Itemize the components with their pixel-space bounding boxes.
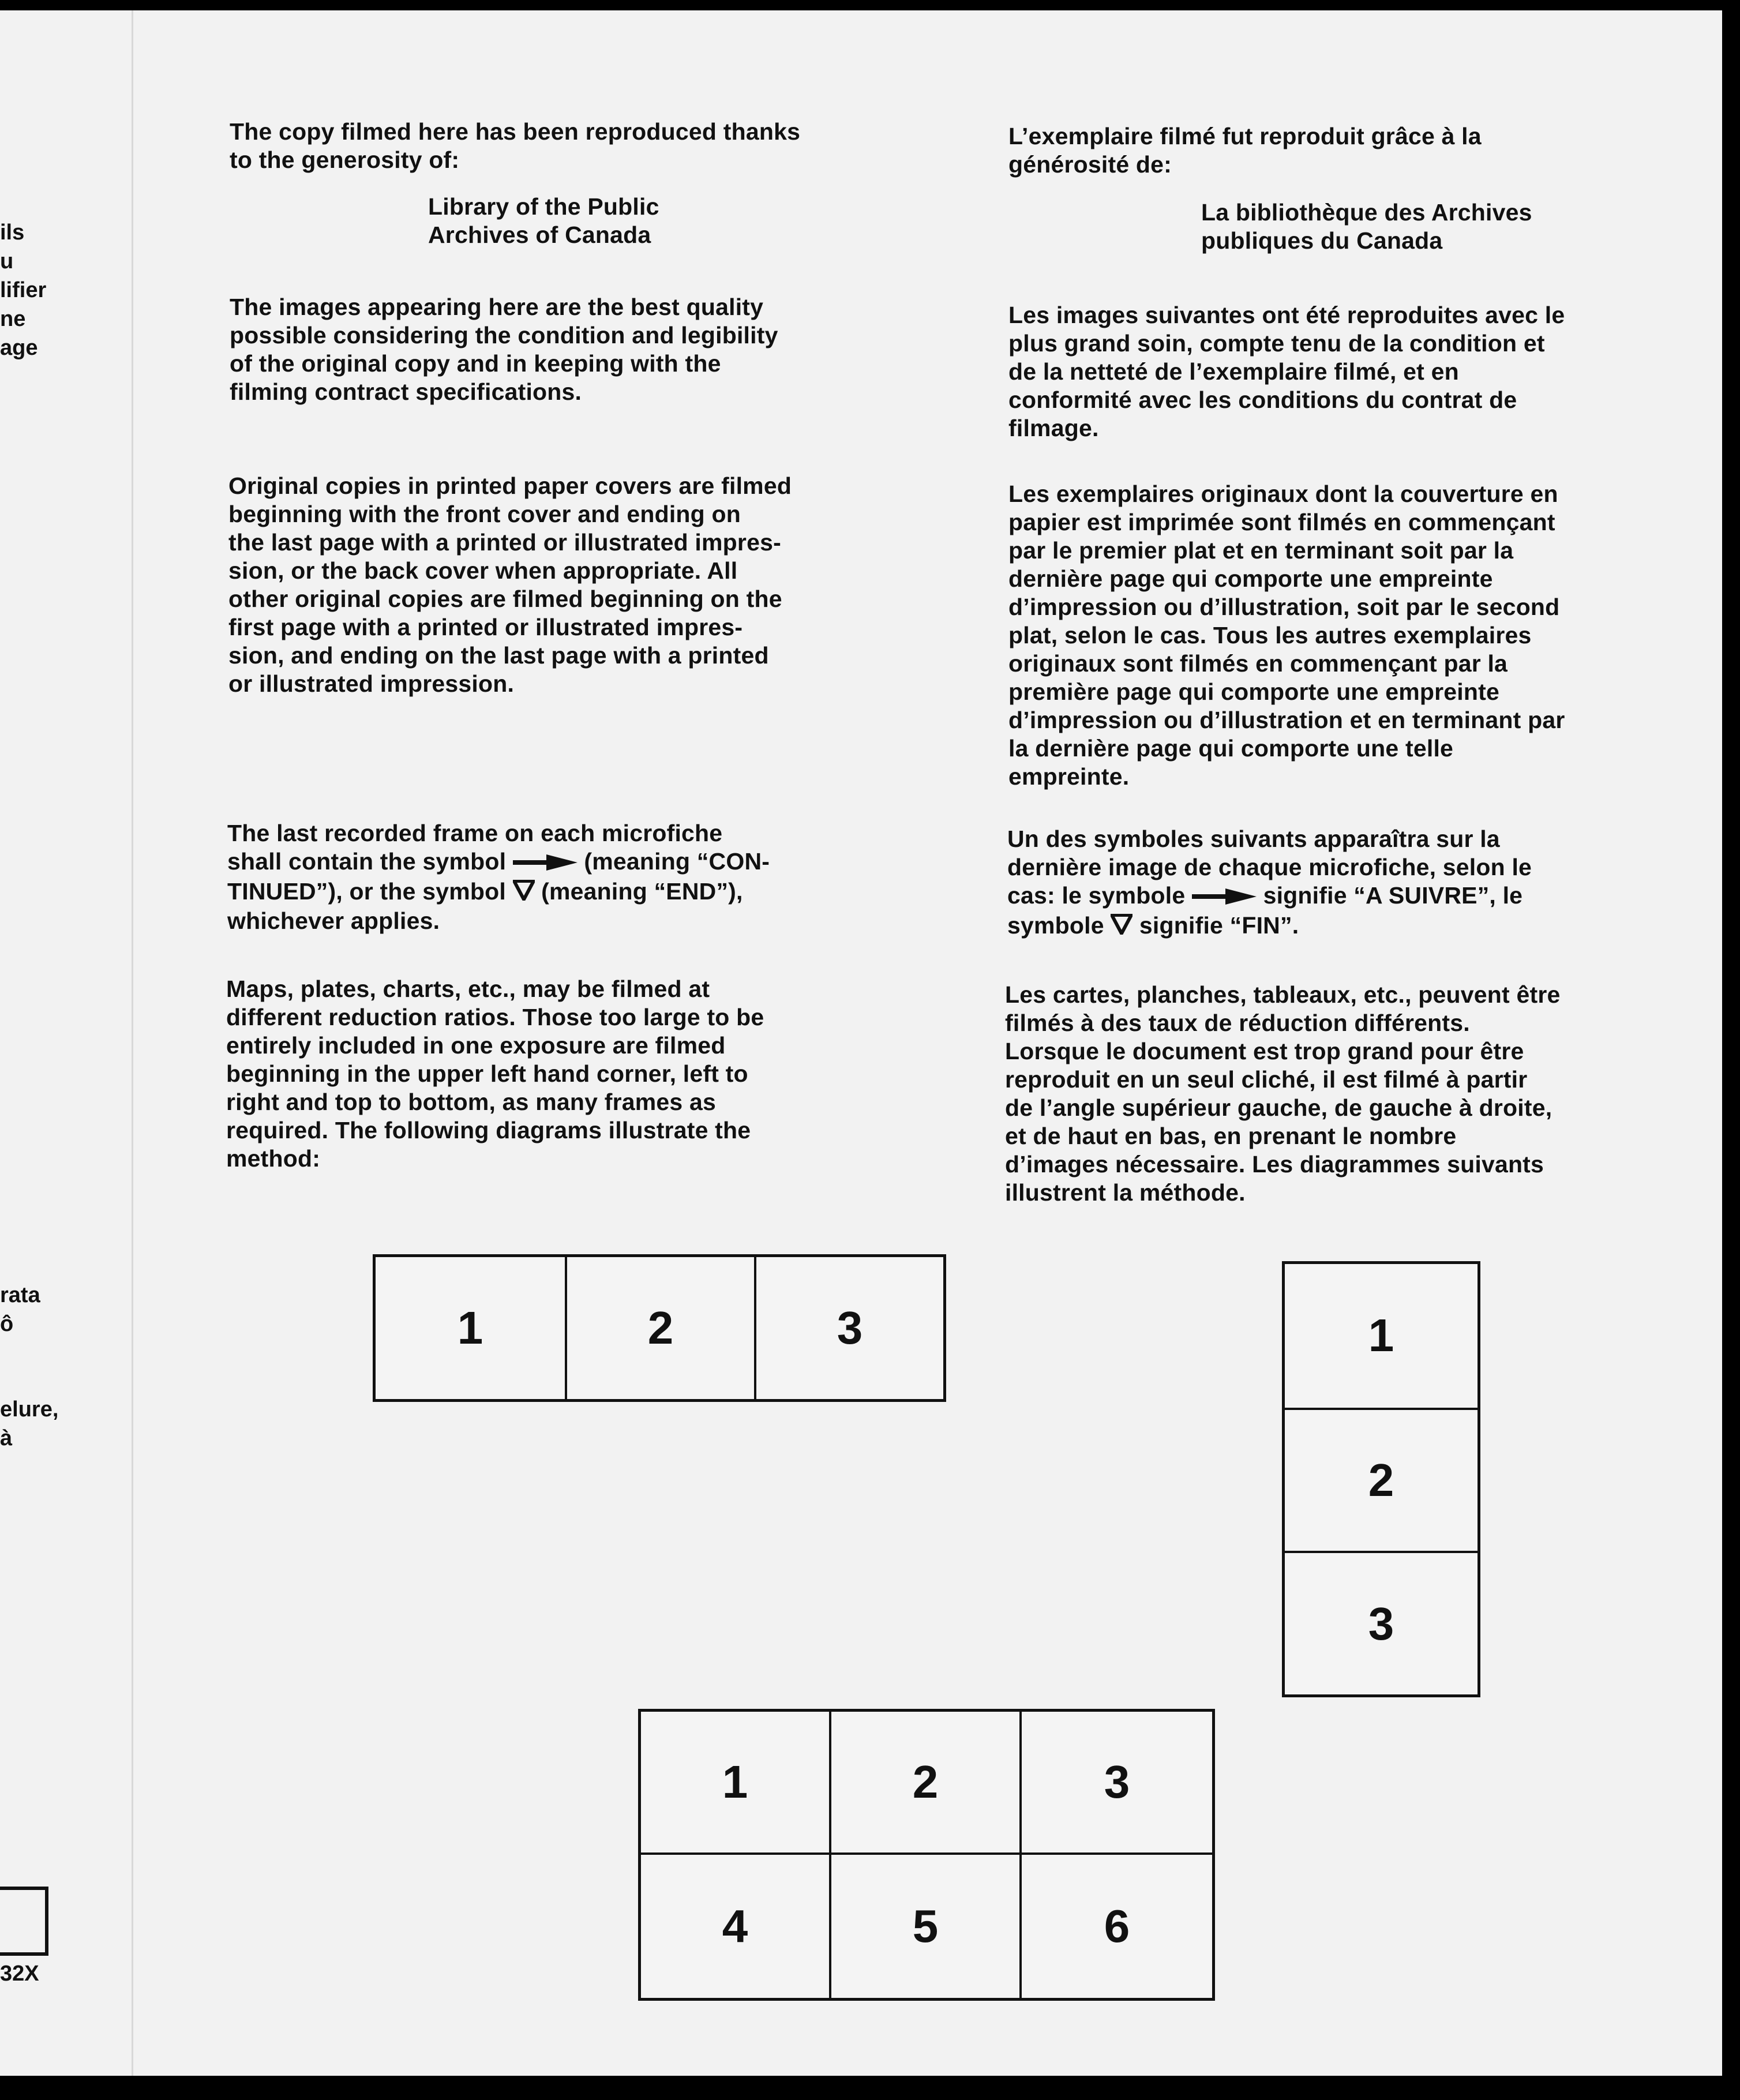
fr-quality-paragraph: Les images suivantes ont été reproduites avec le plus grand soin, compte tenu de la condition et de la netteté de l’exemplaire filmé, et en conformité avec les conditions du contrat de filmage. bbox=[1008, 302, 1565, 441]
diagram-grid-frames bbox=[638, 1709, 1215, 2001]
en-credit-institution: Library of the Public Archives of Canada bbox=[428, 193, 659, 248]
frame-cell: 1 bbox=[641, 1712, 831, 1855]
fr-symbols-text-3: signifie “FIN”. bbox=[1132, 912, 1299, 939]
en-maps-paragraph: Maps, plates, charts, etc., may be filmed at different reduction ratios. Those too large to be entirely included in one exposure are filmed beginning in the upper left hand corner, left to right and top to bottom, as many frames as required. The following diagrams illustrate the method: bbox=[226, 976, 764, 1172]
left-edge-text-low: elure, à bbox=[0, 1397, 59, 1450]
en-originals-paragraph: Original copies in printed paper covers are filmed beginning with the front cover and ending on the last page with a printed or illustrated impres- sion, or the back cover when appropriate. All other original copies are filmed beginning on the first page with a printed or illustrated impres- sion, and ending on the last page with a printed or illustrated impression. bbox=[228, 472, 792, 697]
arrow-right-icon bbox=[513, 849, 578, 877]
left-edge-text-top: ils u lifier ne age bbox=[0, 220, 47, 360]
frame-cell: 2 bbox=[565, 1257, 754, 1399]
frame-cell: 3 bbox=[1285, 1551, 1477, 1694]
diagram-vertical-frames bbox=[1282, 1261, 1480, 1697]
frame-cell: 1 bbox=[1368, 1310, 1394, 1362]
triangle-down-icon bbox=[513, 879, 535, 907]
fr-maps-paragraph: Les cartes, planches, tableaux, etc., peuvent être filmés à des taux de réduction différents. Lorsque le document est trop grand pour être reproduit en un seul cliché, il est filmé à partir de l’angle supérieur gauche, de gauche à droite, et de haut en bas, en prenant le nombre d’images nécessaire. Les diagrammes suivants illustrent la méthode. bbox=[1005, 981, 1561, 1206]
frame-cell: 3 bbox=[754, 1257, 943, 1399]
page-fold-line bbox=[132, 10, 133, 2076]
en-symbols-text-2: (meaning “CON- TINUED”), or the symbol bbox=[227, 848, 770, 905]
en-credit-intro: The copy filmed here has been reproduced thanks to the generosity of: bbox=[230, 118, 801, 173]
en-symbols-paragraph bbox=[227, 819, 770, 935]
frame-cell: 2 bbox=[831, 1712, 1022, 1855]
fr-originals-paragraph: Les exemplaires originaux dont la couverture en papier est imprimée sont filmés en commençant par le premier plat et en terminant soit par la dernière page qui comporte une empreinte d’impression ou d’illustration, soit par le second plat, selon le cas. Tous les autres exemplaires originaux sont filmés en commençant par la première page qui comporte une empreinte d’impression ou d’illustration et en terminant par la dernière page qui comporte une telle empreinte. bbox=[1008, 481, 1565, 790]
fr-credit-institution: La bibliothèque des Archives publiques du Canada bbox=[1201, 199, 1532, 254]
left-edge-reduction-label: 32X bbox=[0, 1962, 39, 1986]
triangle-down-icon bbox=[1111, 913, 1132, 941]
frame-cell: 1 bbox=[457, 1302, 483, 1353]
frame-cell: 3 bbox=[1022, 1712, 1212, 1855]
en-symbols-text-1: The last recorded frame on each microfiche shall contain the symbol bbox=[227, 820, 723, 875]
fr-symbols-paragraph bbox=[1007, 825, 1532, 941]
fr-credit-intro: L’exemplaire filmé fut reproduit grâce à la générosité de: bbox=[1008, 123, 1482, 178]
frame-cell: 5 bbox=[831, 1855, 1022, 1998]
fr-symbols-text-1: Un des symboles suivants apparaîtra sur la dernière image de chaque microfiche, selon le cas: le symbole bbox=[1007, 826, 1532, 909]
film-border-bottom bbox=[0, 2076, 1740, 2100]
frame-cell: 6 bbox=[1104, 1900, 1130, 1952]
arrow-right-icon bbox=[1192, 883, 1257, 912]
en-symbols-text-3: (meaning “END”), whichever applies. bbox=[227, 877, 743, 935]
left-edge-text-mid: rata ô bbox=[0, 1283, 40, 1336]
frame-cell: 2 bbox=[1285, 1408, 1477, 1551]
left-edge-target-box bbox=[0, 1887, 48, 1956]
fr-symbols-text-2: signifie “A SUIVRE”, le symbole bbox=[1007, 882, 1523, 939]
diagram-horizontal-frames bbox=[373, 1254, 946, 1402]
frame-cell: 4 bbox=[641, 1855, 831, 1998]
en-quality-paragraph: The images appearing here are the best quality possible considering the condition and legibility of the original copy and in keeping with the filming contract specifications. bbox=[230, 294, 778, 405]
